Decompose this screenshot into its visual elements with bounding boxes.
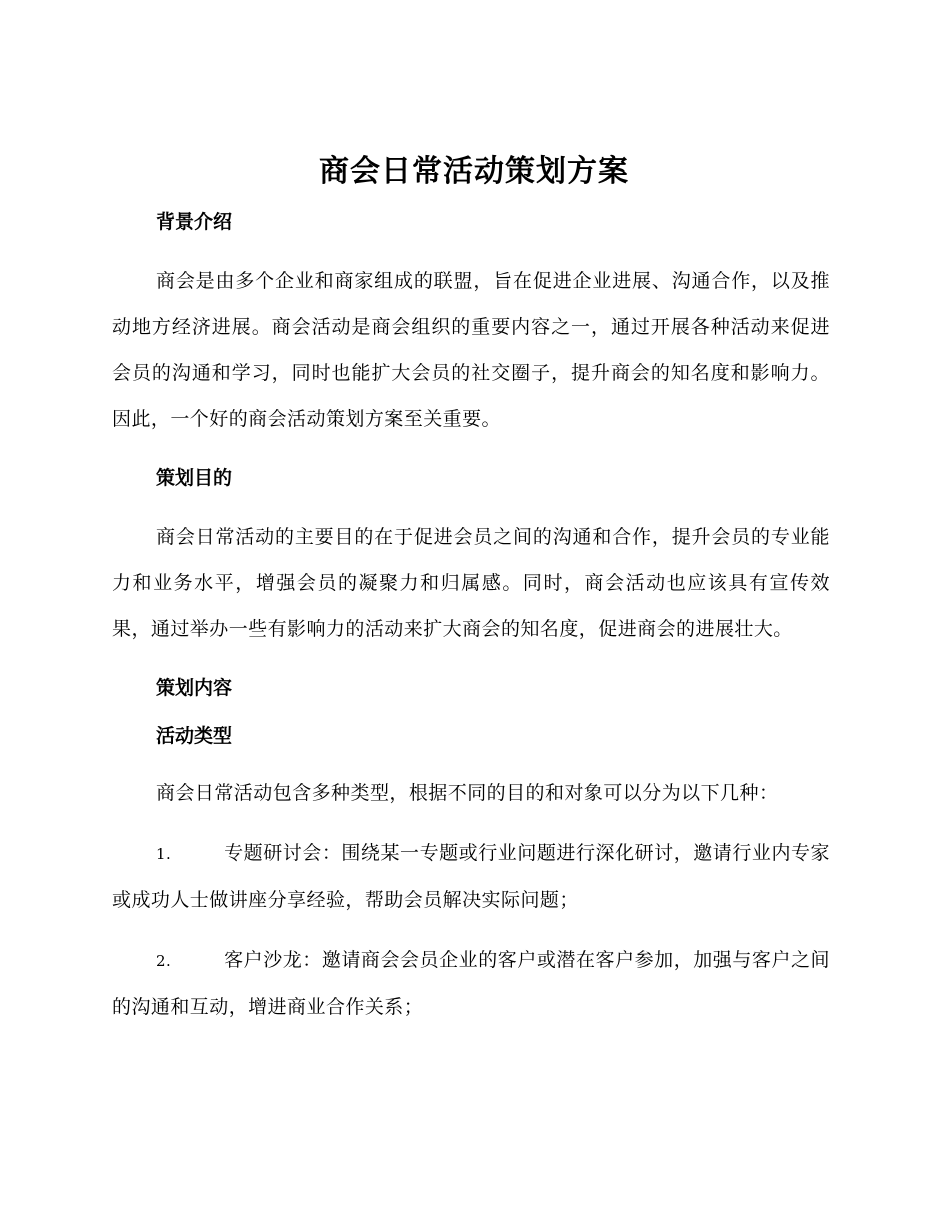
document-title: 商会日常活动策划方案	[319, 154, 629, 189]
paragraph-purpose: 商会日常活动的主要目的在于促进会员之间的沟通和合作，提升会员的专业能力和业务水平，增强会员的凝聚力和归属感。同时，商会活动也应该具有宣传效果，通过举办一些有影响力的活动来扩大商会的知名度，促进商会的进展壮大。	[112, 526, 830, 640]
heading-content: 策划内容	[156, 677, 233, 699]
heading-background: 背景介绍	[156, 211, 233, 233]
list-item-text: 客户沙龙：邀请商会会员企业的客户或潜在客户参加，加强与客户之间的沟通和互动，增进商业合作关系；	[112, 949, 830, 1018]
heading-purpose: 策划目的	[156, 467, 233, 489]
list-item	[112, 937, 830, 1030]
heading-activity-types: 活动类型	[156, 725, 233, 747]
list-item-number: 1.	[156, 845, 172, 863]
list-item-text: 专题研讨会：围绕某一专题或行业问题进行深化研讨，邀请行业内专家或成功人士做讲座分享经验，帮助会员解决实际问题；	[112, 842, 830, 911]
paragraph-activity-types: 商会日常活动包含多种类型，根据不同的目的和对象可以分为以下几种：	[156, 782, 779, 804]
list-item	[112, 830, 830, 923]
paragraph-background: 商会是由多个企业和商家组成的联盟，旨在促进企业进展、沟通合作，以及推动地方经济进展。商会活动是商会组织的重要内容之一，通过开展各种活动来促进会员的沟通和学习，同时也能扩大会员的社交圈子，提升商会的知名度和影响力。因此，一个好的商会活动策划方案至关重要。	[112, 270, 830, 430]
list-item-number: 2.	[156, 952, 172, 970]
